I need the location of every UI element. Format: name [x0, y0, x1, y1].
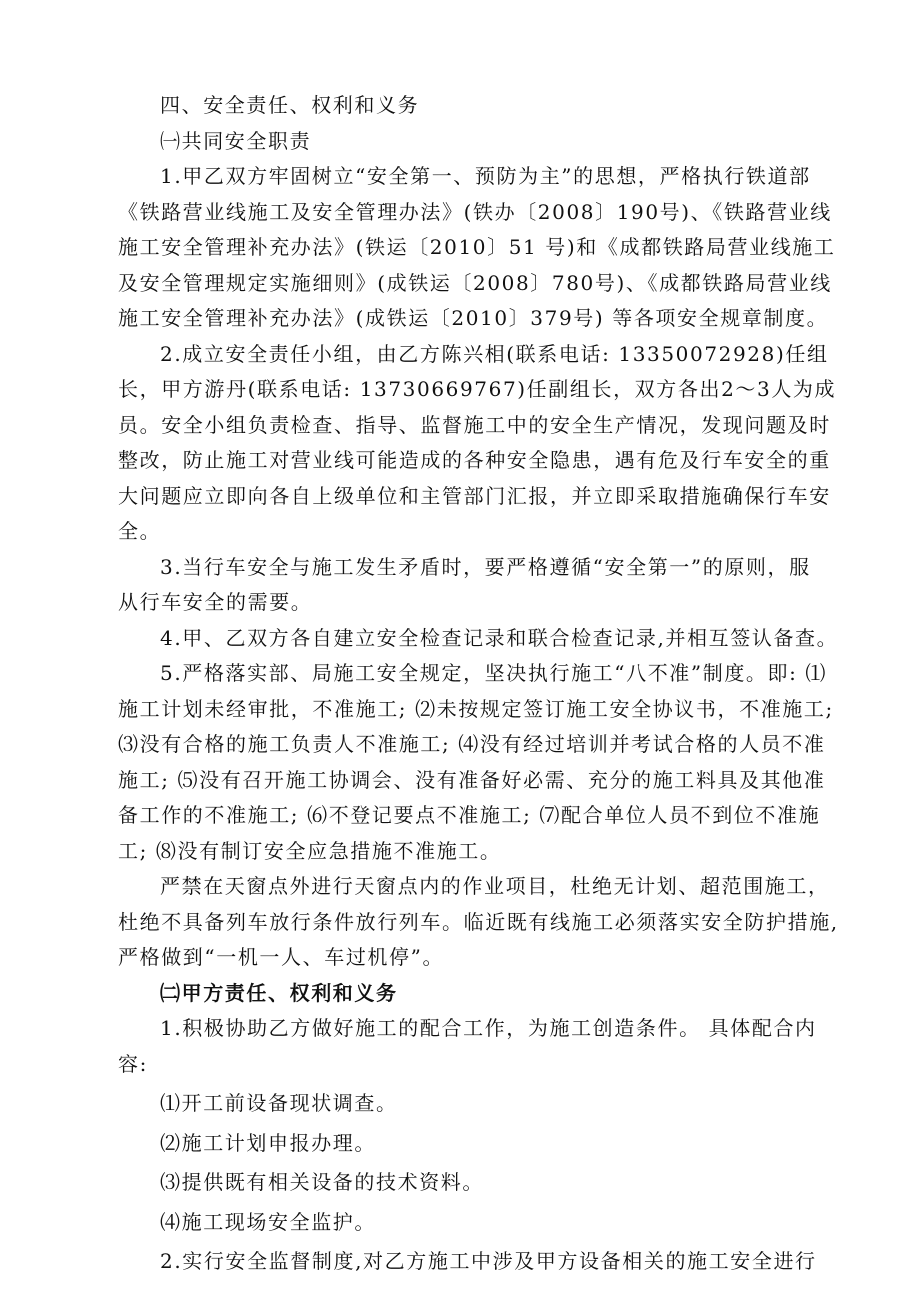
text-line: 备工作的不准施工; ⑹不登记要点不准施工; ⑺配合单位人员不到位不准施 [118, 803, 821, 827]
list-item: ⑵施工计划申报办理。 [160, 1130, 376, 1155]
text-line: 从行车安全的需要。 [118, 590, 313, 614]
text-line: 及安全管理规定实施细则》(成铁运〔2008〕780号)、《成都铁路局营业线 [118, 270, 832, 295]
paragraph-item-5 [118, 656, 834, 869]
list-item: ⑴开工前设备现状调查。 [160, 1091, 398, 1115]
section-heading: 四、安全责任、权利和义务 [160, 93, 420, 117]
paragraph-item-4 [118, 621, 839, 657]
text-line: 3.当行车安全与施工发生矛盾时，要严格遵循“安全第一”的原则，服 [160, 554, 811, 579]
paragraph-item-2 [118, 337, 837, 550]
cooperation-list [118, 1086, 824, 1240]
text-line: 2.成立安全责任小组，由乙方陈兴相(联系电话: 13350072928)任组 [160, 341, 829, 366]
text-line: 严禁在天窗点外进行天窗点内的作业项目，杜绝无计划、超范围施工， [160, 874, 830, 898]
text-line: 工; ⑻没有制订安全应急措施不准施工。 [118, 838, 502, 863]
paragraph-party-a-item-2 [118, 1244, 824, 1280]
text-line: 大问题应立即向各自上级单位和主管部门汇报，并立即采取措施确保行车安 [118, 483, 831, 508]
text-line: 杜绝不具备列车放行条件放行列车。临近既有线施工必须落实安全防护措施, [118, 909, 839, 934]
sub-heading-party-a: ㈡甲方责任、权利和义务 [160, 980, 398, 1005]
document-body [118, 88, 839, 1280]
text-line: 4.甲、乙双方各自建立安全检查记录和联合检查记录,并相互签认备查。 [160, 625, 839, 650]
sub-heading-common-duties: ㈠共同安全职责 [160, 128, 312, 153]
text-line: 1.甲乙双方牢固树立“安全第一、预防为主”的思想，严格执行铁道部 [160, 164, 811, 188]
text-line: 施工安全管理补充办法》(成铁运〔2010〕379号) 等各项安全规章制度。 [118, 306, 829, 330]
text-line: 施工安全管理补充办法》(铁运〔2010〕51 号)和《成都铁路局营业线施工 [118, 235, 836, 259]
text-line: 整改，防止施工对营业线可能造成的各种安全隐患，遇有危及行车安全的重 [118, 448, 831, 472]
paragraph-item-1 [118, 159, 836, 337]
text-line: 严格做到“一机一人、车过机停”。 [118, 945, 445, 969]
text-line: 员。安全小组负责检查、指导、监督施工中的安全生产情况，发现问题及时 [118, 412, 831, 437]
paragraph-party-a-item-1 [118, 1011, 824, 1082]
text-line: 5.严格落实部、局施工安全规定，坚决执行施工“八不准”制度。即: ⑴ [160, 661, 828, 685]
text-line: 施工; ⑸没有召开施工协调会、没有准备好必需、充分的施工料具及其他准 [118, 767, 826, 792]
text-line: 《铁路营业线施工及安全管理办法》(铁办〔2008〕190号)、《铁路营业线 [118, 199, 832, 224]
text-line: 2.实行安全监督制度,对乙方施工中涉及甲方设备相关的施工安全进行 [160, 1249, 817, 1273]
text-line: 长，甲方游丹(联系电话: 13730669767)任副组长，双方各出2～3人为成 [118, 377, 837, 401]
text-line: 施工计划未经审批，不准施工; ⑵未按规定签订施工安全协议书，不准施工; [118, 696, 834, 721]
text-line: ⑶没有合格的施工负责人不准施工; ⑷没有经过培训并考试合格的人员不准 [118, 732, 826, 756]
text-line: 容: [118, 1051, 148, 1076]
text-line: 全。 [118, 519, 162, 543]
paragraph-prohibition [118, 869, 839, 976]
list-item: ⑶提供既有相关设备的技术资料。 [160, 1170, 484, 1194]
list-item: ⑷施工现场安全监护。 [160, 1209, 376, 1234]
text-line: 1.积极协助乙方做好施工的配合工作，为施工创造条件。 具体配合内 [160, 1016, 817, 1040]
paragraph-item-3 [118, 550, 824, 621]
